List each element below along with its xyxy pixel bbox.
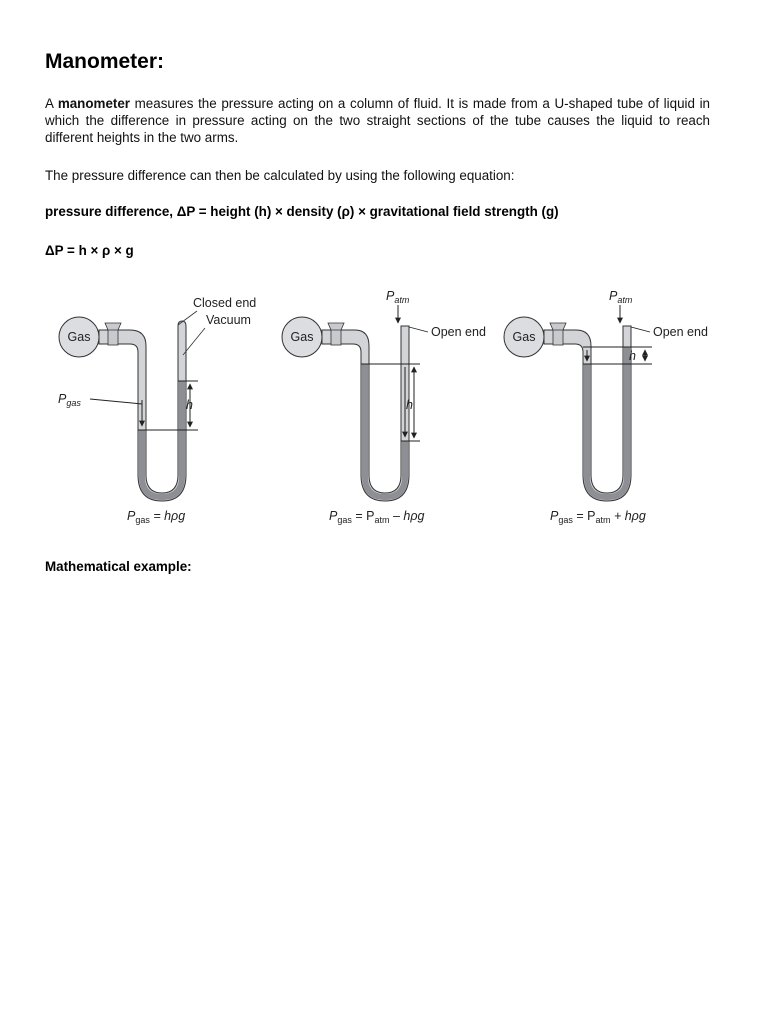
equation-words: pressure difference, ΔP = height (h) × density (ρ) × gravitational field strength (g) (45, 204, 559, 219)
vacuum-label: Vacuum (206, 313, 251, 327)
gas-label: Gas (512, 330, 536, 344)
fluid-left (139, 430, 145, 477)
example-heading: Mathematical example: (45, 559, 192, 574)
page-title: Manometer: (45, 50, 165, 73)
p-atm-label: $P_{atm}$ (609, 289, 633, 305)
fluid-right (179, 381, 185, 477)
manometer-closed-end (58, 296, 256, 525)
closed-end-label: Closed end (193, 296, 257, 310)
h-label: h (629, 349, 636, 363)
gas-label: Gas (290, 330, 314, 344)
open-end-label: Open end (431, 325, 486, 339)
manometer-open-end-lower (282, 289, 486, 525)
calc-sentence: The pressure difference can then be calculated by using the following equation: (45, 168, 515, 183)
fluid-right (402, 441, 408, 477)
p-gas-label: $P_{gas}$ (58, 392, 81, 408)
intro-term: manometer (57, 96, 131, 111)
h-label: h (406, 398, 413, 412)
intro-paragraph (45, 95, 710, 146)
intro-rest: measures the pressure acting on a column of fluid. It is made from a U-shaped tube of liquid in which the difference in pressure acting on the two straight sections of the tube causes the liquid to reach different heights in the two arms. (45, 96, 710, 145)
fluid-left (362, 364, 368, 477)
open-end-label: Open end (653, 325, 708, 339)
fluid-right (624, 347, 630, 477)
formula-open-end-lower: $P_{gas} = P_{atm} - h\rho g$ (329, 509, 425, 525)
h-label: h (186, 398, 193, 412)
equation-symbols: ΔP = h × ρ × g (45, 243, 134, 258)
p-atm-label: $P_{atm}$ (386, 289, 410, 305)
formula-closed-end: $P_{gas} = h\rho g$ (127, 509, 186, 525)
fluid-left (584, 364, 590, 477)
manometer-figure (0, 280, 768, 540)
manometer-open-end-higher (504, 289, 708, 525)
formula-open-end-higher: $P_{gas} = P_{atm} + h\rho g$ (550, 509, 646, 525)
gas-label: Gas (67, 330, 91, 344)
intro-prefix: A (45, 96, 58, 111)
